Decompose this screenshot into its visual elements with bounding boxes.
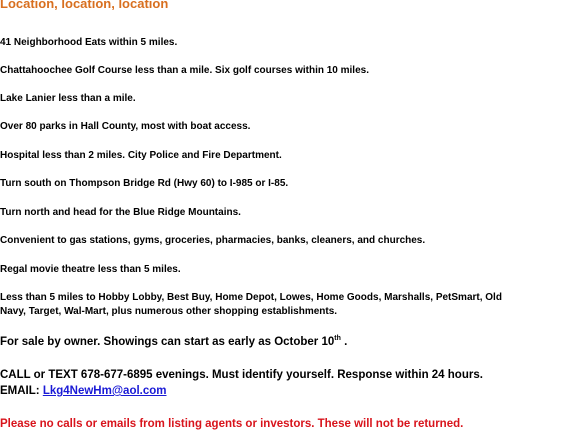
list-item: Turn south on Thompson Bridge Rd (Hwy 60) to I-985 or I-85.	[0, 178, 289, 189]
contact-email-line	[0, 385, 167, 397]
shopping-line-1: Less than 5 miles to Hobby Lobby, Best Buy, Home Depot, Lowes, Home Goods, Marshalls, PetSmart, Old	[0, 292, 502, 303]
list-item: 41 Neighborhood Eats within 5 miles.	[0, 37, 178, 48]
contact-call: CALL or TEXT 678-677-6895 evenings. Must identify yourself. Response within 24 hours.	[0, 369, 483, 381]
list-item: Turn north and head for the Blue Ridge Mountains.	[0, 207, 241, 218]
sale-text: For sale by owner. Showings can start as early as October 10	[0, 336, 335, 348]
sale-notice	[0, 335, 347, 348]
list-item: Regal movie theatre less than 5 miles.	[0, 264, 181, 275]
shopping-paragraph	[0, 291, 502, 319]
sale-date-suffix: th	[334, 335, 341, 342]
list-item: Hospital less than 2 miles. City Police and Fire Department.	[0, 150, 282, 161]
agent-warning: Please no calls or emails from listing agents or investors. These will not be returned.	[0, 418, 464, 430]
shopping-line-2: Navy, Target, Wal-Mart, plus numerous other shopping establishments.	[0, 306, 338, 317]
list-item: Over 80 parks in Hall County, most with boat access.	[0, 121, 251, 132]
list-item: Convenient to gas stations, gyms, groceries, pharmacies, banks, cleaners, and churches.	[0, 235, 426, 246]
sale-end: .	[340, 336, 348, 348]
email-link[interactable]: Lkg4NewHm@aol.com	[42, 385, 167, 397]
list-item: Chattahoochee Golf Course less than a mile. Six golf courses within 10 miles.	[0, 65, 369, 76]
page-title: Location, location, location	[0, 0, 169, 11]
email-label: EMAIL:	[0, 385, 43, 397]
list-item: Lake Lanier less than a mile.	[0, 93, 136, 104]
